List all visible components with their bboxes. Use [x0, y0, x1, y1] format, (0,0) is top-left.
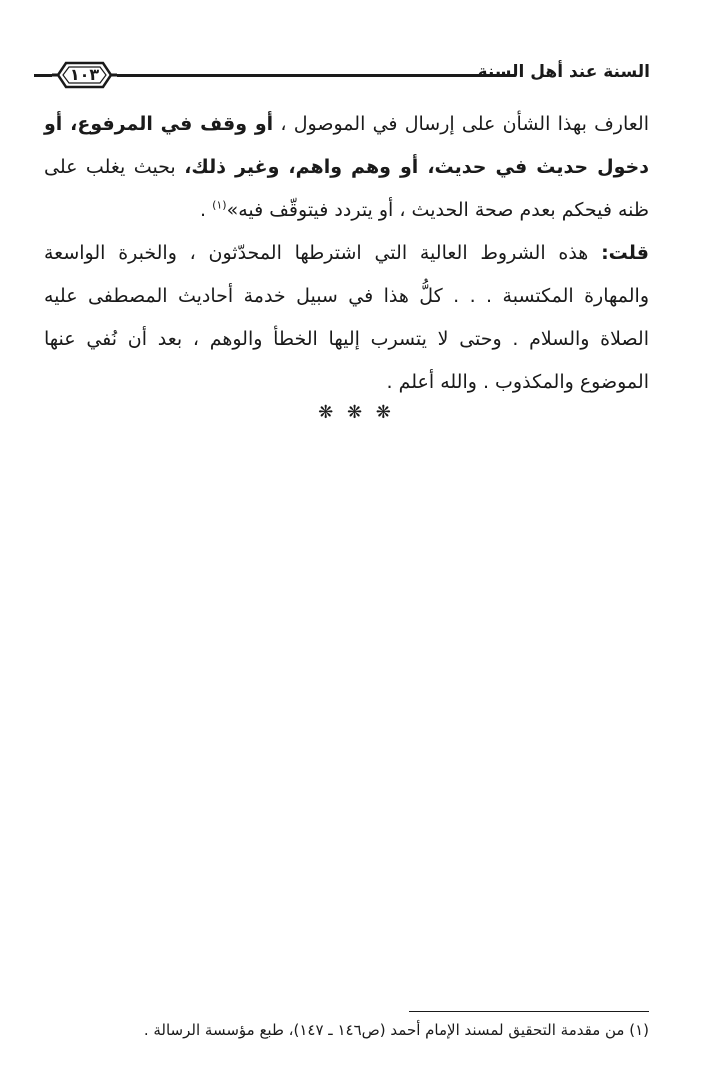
footnote: (١) من مقدمة التحقيق لمسند الإمام أحمد (ص١٤٦ ـ ١٤٧)، طبع مؤسسة الرسالة .	[143, 1021, 649, 1039]
paragraph-2	[44, 232, 649, 404]
section-separator: ❋ ❋ ❋	[318, 402, 395, 423]
header-rule-left	[34, 74, 52, 77]
paragraph-1	[44, 103, 649, 232]
paragraph-1-end: .	[199, 199, 213, 221]
running-title: السنة عند أهل السنة	[477, 62, 650, 82]
header-rule	[117, 74, 514, 77]
paragraph-1-text-cont: بحيث يغلب على ظنه فيحكم بعدم صحة الحديث ، أو يتردد فيتوقّف فيه»	[44, 156, 649, 221]
paragraph-1-text: العارف بهذا الشأن على إرسال في الموصول ،	[273, 113, 649, 135]
paragraph-2-text: هذه الشروط العالية التي اشترطها المحدّثون ، والخبرة الواسعة والمهارة المكتسبة . . . كلُّ هذا في سبيل خدمة أحاديث المصطفى عليه الصلاة والسلام . وحتى لا يتسرب إليها الخطأ والوهم ، بعد أن نُفي عنها الموضوع والمكذوب . والله أعلم .	[44, 242, 649, 393]
footnote-rule	[409, 1011, 649, 1012]
page-number: ١٠٣	[69, 65, 100, 84]
paragraph-1-bold: أو وقف في المرفوع، أو دخول حديث في حديث، أو وهم واهم، وغير ذلك،	[44, 113, 649, 178]
paragraph-2-label: قلت:	[601, 242, 649, 264]
page-number-badge	[52, 60, 117, 90]
page-header	[34, 60, 650, 92]
footnote-reference[interactable]: (١)	[212, 198, 227, 212]
